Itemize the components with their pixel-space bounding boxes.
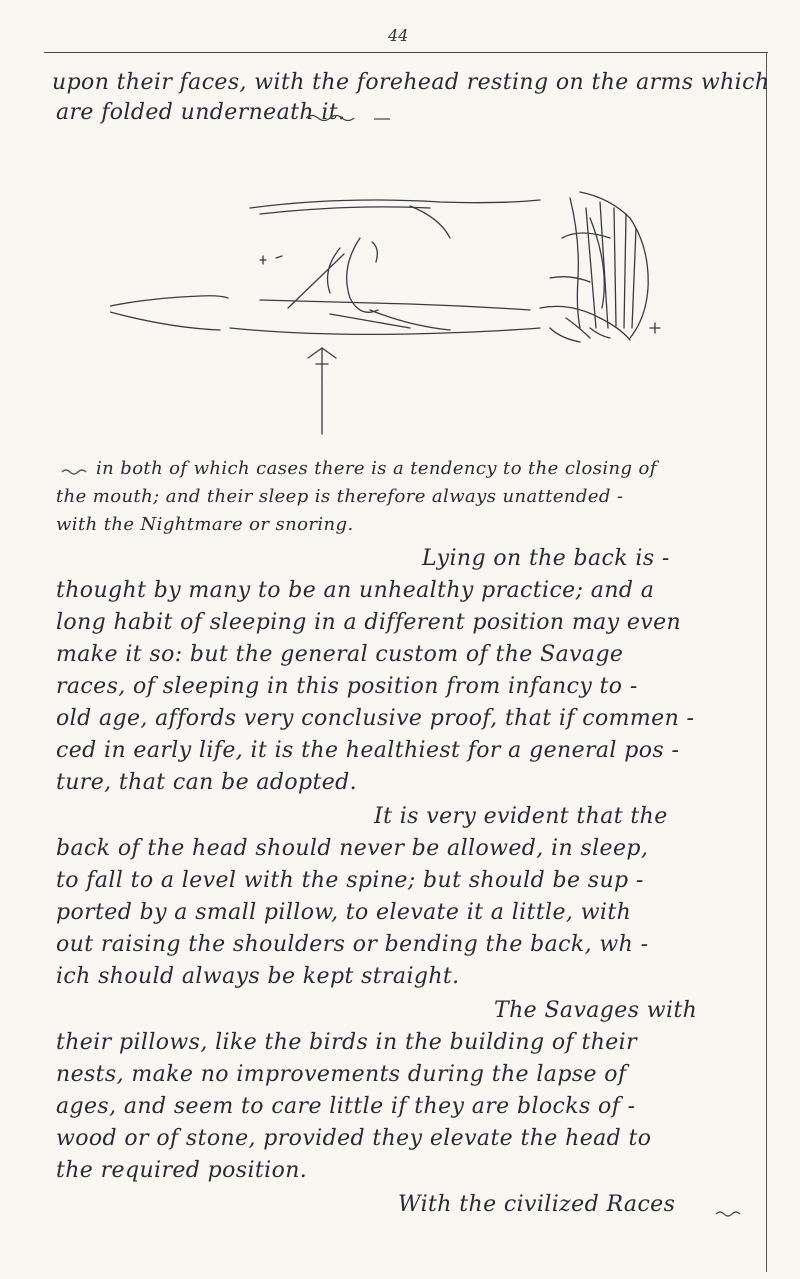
body-line-12: ported by a small pillow, to elevate it a little, with <box>56 900 632 925</box>
flourish-icon <box>60 468 92 476</box>
flourish-icon <box>304 112 394 122</box>
body-line-15: The Savages with <box>494 998 698 1023</box>
body-line-8: ture, that can be adopted. <box>56 770 358 795</box>
body-line-9: It is very evident that the <box>374 804 668 829</box>
body-line-13: out raising the shoulders or bending the back, wh - <box>56 932 649 957</box>
top-paragraph-line-2: are folded underneath it. <box>56 100 346 125</box>
top-paragraph-line-1: upon their faces, with the forehead resting on the arms which <box>52 70 770 95</box>
body-line-16: their pillows, like the birds in the building of their <box>56 1030 638 1055</box>
body-line-1: Lying on the back is - <box>422 546 670 571</box>
body-line-11: to fall to a level with the spine; but should be sup - <box>56 868 644 893</box>
sleeping-figures-sketch-icon <box>110 178 670 438</box>
caption-line-2: the mouth; and their sleep is therefore always unattended - <box>56 486 624 507</box>
margin-rule <box>766 52 767 1272</box>
body-line-21: With the civilized Races <box>398 1192 676 1217</box>
body-line-3: long habit of sleeping in a different position may even <box>56 610 682 635</box>
body-line-14: ich should always be kept straight. <box>56 964 460 989</box>
caption-line-1: in both of which cases there is a tendency to the closing of <box>96 458 657 479</box>
flourish-icon <box>714 1210 744 1218</box>
body-line-4: make it so: but the general custom of the Savage <box>56 642 624 667</box>
body-line-10: back of the head should never be allowed, in sleep, <box>56 836 649 861</box>
caption-line-3: with the Nightmare or snoring. <box>56 514 354 535</box>
body-line-5: races, of sleeping in this position from infancy to - <box>56 674 638 699</box>
body-line-18: ages, and seem to care little if they are blocks of - <box>56 1094 636 1119</box>
body-line-19: wood or of stone, provided they elevate the head to <box>56 1126 652 1151</box>
page-number: 44 <box>388 26 409 45</box>
body-line-7: ced in early life, it is the healthiest for a general pos - <box>56 738 680 763</box>
body-line-20: the required position. <box>56 1158 308 1183</box>
body-line-2: thought by many to be an unhealthy practice; and a <box>56 578 655 603</box>
body-line-6: old age, affords very conclusive proof, that if commen - <box>56 706 695 731</box>
header-rule <box>44 52 768 53</box>
body-line-17: nests, make no improvements during the lapse of <box>56 1062 627 1087</box>
